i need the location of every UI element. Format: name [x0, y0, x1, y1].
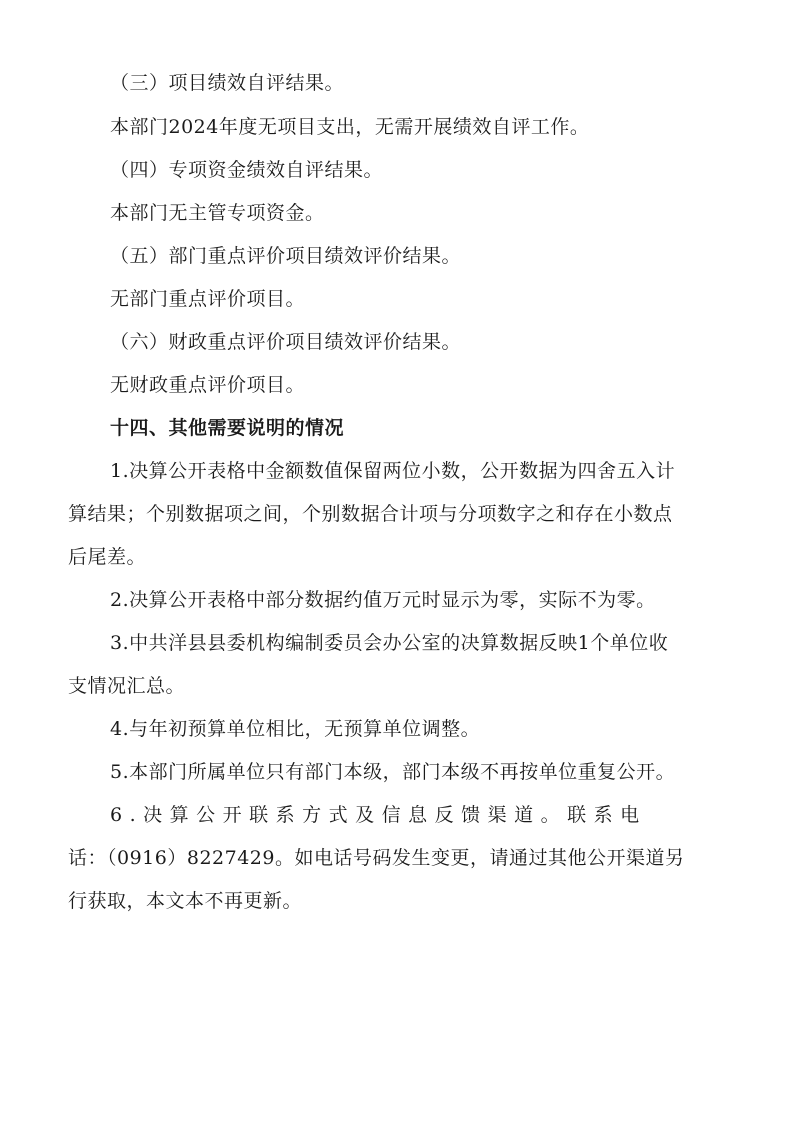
paragraph-line: 支情况汇总。 [68, 675, 186, 697]
subsection-heading-6: （六）财政重点评价项目绩效评价结果。 [110, 331, 462, 353]
paragraph-line: 4.与年初预算单位相比，无预算单位调整。 [110, 718, 481, 740]
paragraph-line: 算结果；个别数据项之间，个别数据合计项与分项数字之和存在小数点 [68, 503, 673, 525]
paragraph-line: 5.本部门所属单位只有部门本级，部门本级不再按单位重复公开。 [110, 761, 676, 783]
paragraph-line: 行获取，本文本不再更新。 [68, 890, 303, 912]
subsection-heading-4: （四）专项资金绩效自评结果。 [110, 159, 384, 181]
subsection-heading-5: （五）部门重点评价项目绩效评价结果。 [110, 245, 462, 267]
paragraph-line: 本部门无主管专项资金。 [110, 202, 325, 224]
paragraph-line: 2.决算公开表格中部分数据约值万元时显示为零，实际不为零。 [110, 589, 656, 611]
paragraph-line: 话：（0916）8227429。如电话号码发生变更，请通过其他公开渠道另 [68, 847, 685, 869]
section-heading-14: 十四、其他需要说明的情况 [110, 417, 345, 439]
paragraph-line: 无部门重点评价项目。 [110, 288, 306, 310]
subsection-heading-3: （三）项目绩效自评结果。 [110, 72, 345, 94]
paragraph-line: 本部门2024年度无项目支出，无需开展绩效自评工作。 [110, 116, 590, 138]
paragraph-line: 3.中共洋县县委机构编制委员会办公室的决算数据反映1个单位收 [110, 632, 669, 654]
paragraph-line: 后尾差。 [68, 546, 147, 568]
paragraph-line: 1.决算公开表格中金额数值保留两位小数，公开数据为四舍五入计 [110, 460, 676, 482]
paragraph-line: 无财政重点评价项目。 [110, 374, 306, 396]
paragraph-line: 6.决算公开联系方式及信息反馈渠道。联系电 [110, 804, 647, 826]
